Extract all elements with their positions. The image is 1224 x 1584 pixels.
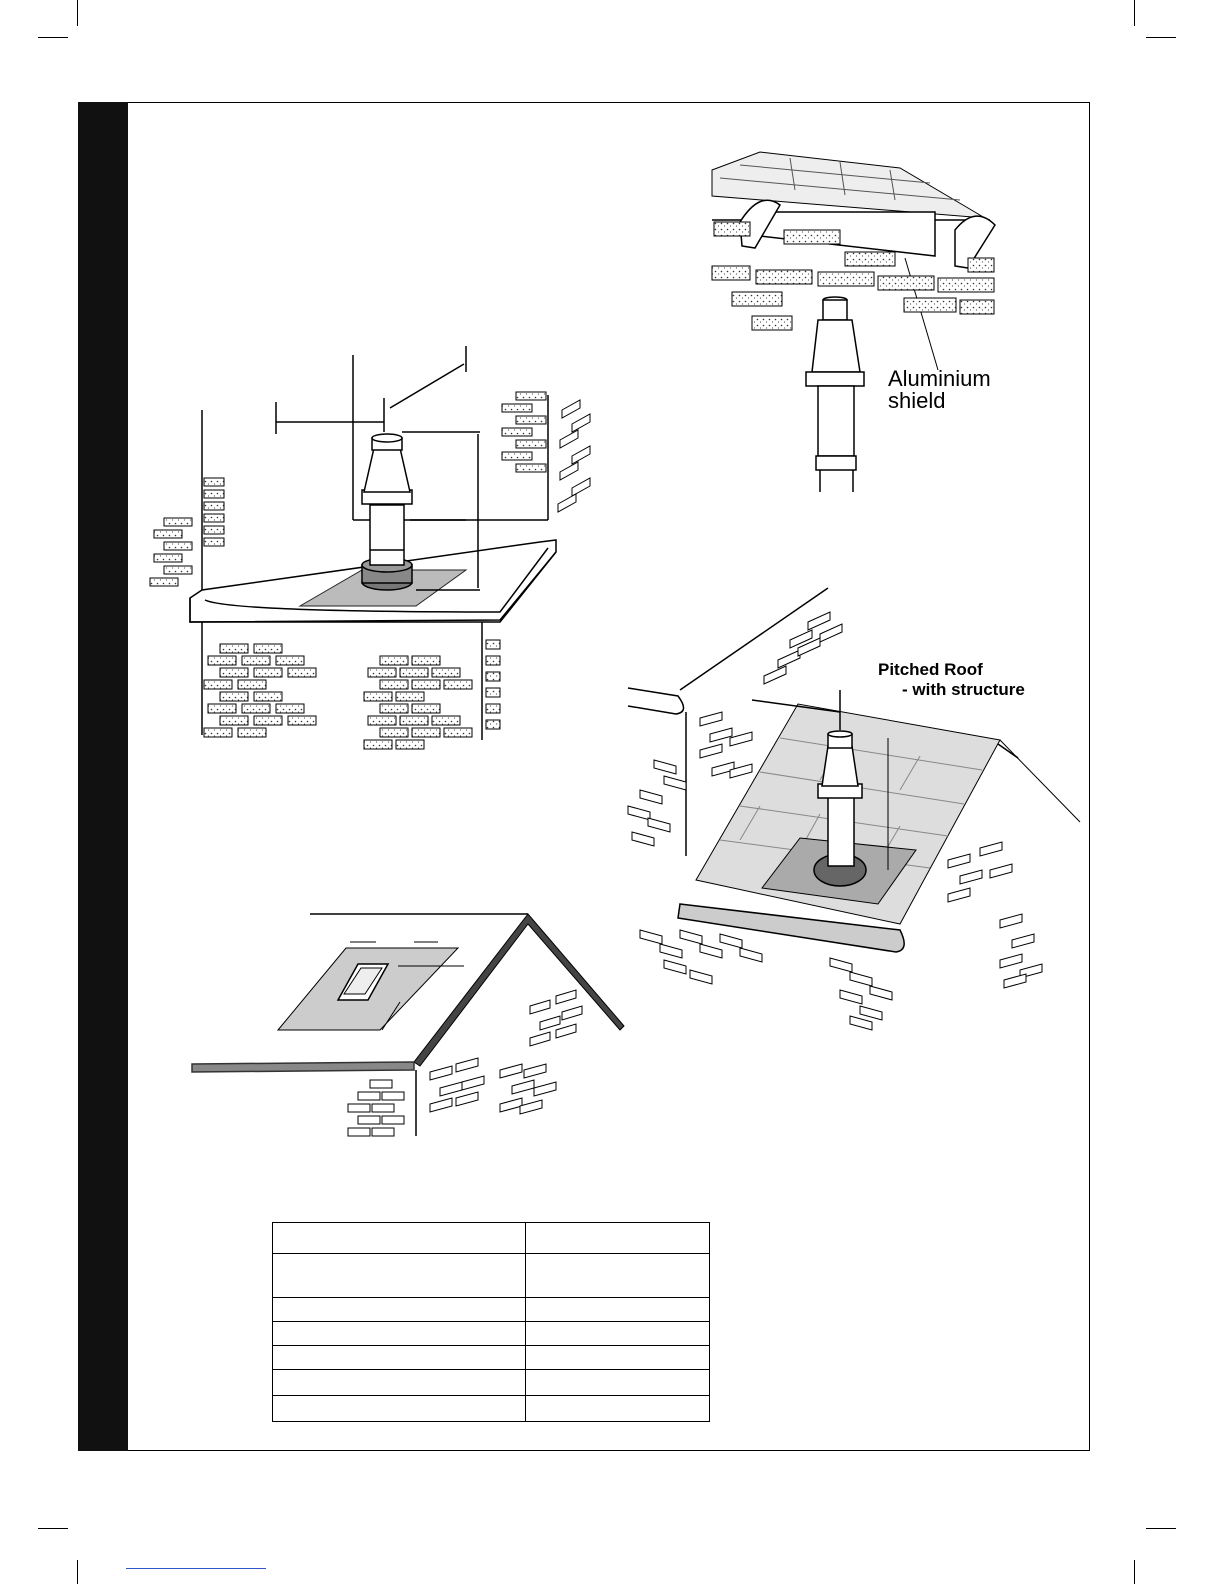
table-row [273, 1223, 710, 1254]
pitched-roof-subtitle: - with structure [902, 680, 1025, 699]
flat-roof-illustration [150, 346, 590, 749]
table-row [273, 1346, 710, 1370]
eaves-shield-illustration [712, 152, 995, 492]
table-row [273, 1370, 710, 1396]
pitched-roof-title: Pitched Roof [878, 660, 983, 679]
spec-table [272, 1222, 710, 1422]
table-row [273, 1322, 710, 1346]
table-cell [273, 1298, 526, 1322]
aluminium-shield-label [888, 368, 991, 412]
table-cell [526, 1322, 710, 1346]
table-cell [526, 1223, 710, 1254]
table-cell [273, 1254, 526, 1298]
table-row [273, 1396, 710, 1422]
table-row [273, 1254, 710, 1298]
table-row [273, 1298, 710, 1322]
footer-link-underline [126, 1568, 266, 1569]
table-cell [526, 1346, 710, 1370]
table-cell [526, 1370, 710, 1396]
table-cell [526, 1396, 710, 1422]
table-cell [273, 1396, 526, 1422]
table-cell [273, 1322, 526, 1346]
aluminium-shield-label-line2: shield [888, 388, 946, 413]
pitched-roof-structure-illustration [628, 588, 1080, 1030]
pitched-roof-opening-illustration [192, 914, 624, 1136]
table-cell [526, 1298, 710, 1322]
table-cell [273, 1223, 526, 1254]
table-cell [273, 1346, 526, 1370]
table-cell [273, 1370, 526, 1396]
table-cell [526, 1254, 710, 1298]
aluminium-shield-label-line1: Aluminium [888, 366, 991, 391]
